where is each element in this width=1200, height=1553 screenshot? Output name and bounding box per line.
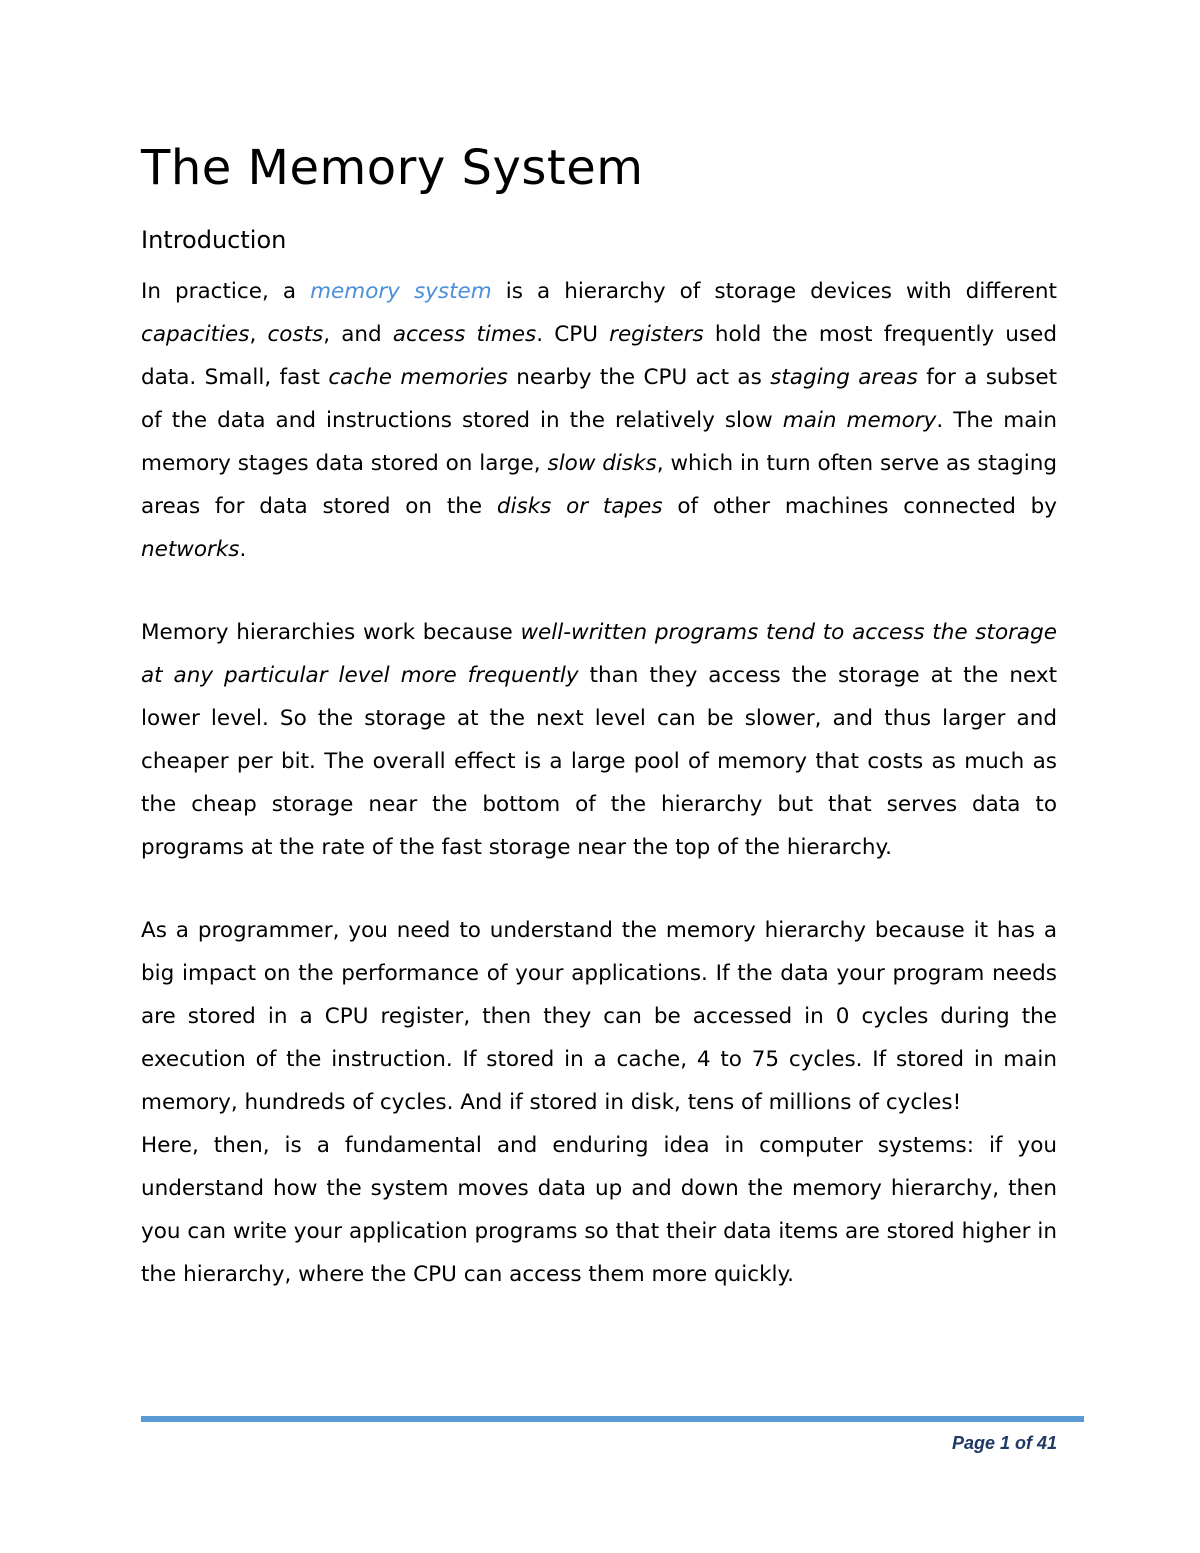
term-slow-disks: slow disks — [547, 451, 657, 476]
term-staging-areas: staging areas — [770, 365, 918, 390]
term-cache-memories: cache memories — [328, 365, 508, 390]
paragraph-1: In practice, a memory system is a hierarchy of storage devices with different capacities, costs, and access times. CPU registers hold the most frequently used data. Small, fast cache memories nearby the CPU act as staging areas for a subset of the data and instructions stored in the relatively slow main memory. The main memory stages data stored on large, slow disks, which in turn often serve as staging areas for data stored on the disks or tapes of other machines connected by networks. — [141, 279, 1058, 562]
term-main-memory: main memory — [782, 408, 937, 433]
term-registers: registers — [609, 322, 704, 347]
paragraph-3: As a programmer, you need to understand the memory hierarchy because it has a big impact on the performance of your applications. If the data your program needs are stored in a CPU register, then they can be accessed in 0 cycles during the execution of the instruction. If stored in a cache, 4 to 75 cycles. If stored in main memory, hundreds of cycles. And if stored in disk, tens of millions of cycles! — [141, 918, 1057, 1115]
term-costs: costs — [267, 322, 324, 347]
term-access-times: access times — [392, 322, 537, 347]
term-capacities: capacities — [141, 322, 250, 347]
section-heading: Introduction — [141, 226, 287, 254]
paragraph-2: Memory hierarchies work because well-written programs tend to access the storage at any particular level more frequently than they access the storage at the next lower level. So the storage at the next level can be slower, and thus larger and cheaper per bit. The overall effect is a large pool of memory that costs as much as the cheap storage near the bottom of the hierarchy but that serves data to programs at the rate of the fast storage near the top of the hierarchy. — [141, 620, 1057, 860]
body-text — [141, 270, 1057, 1296]
emphasis-locality: well-written programs tend to access the storage at any particular level more frequently — [141, 620, 1057, 688]
page-number: Page 1 of 41 — [951, 1433, 1057, 1453]
term-disks-or-tapes: disks or tapes — [496, 494, 663, 519]
footer-rule — [141, 1416, 1084, 1422]
page-title: The Memory System — [141, 140, 644, 196]
term-networks: networks — [141, 537, 240, 562]
memory-system-term: memory system — [310, 279, 492, 304]
paragraph-4: Here, then, is a fundamental and enduring idea in computer systems: if you understand how the system moves data up and down the memory hierarchy, then you can write your application programs so that their data items are stored higher in the hierarchy, where the CPU can access them more quickly. — [141, 1133, 1057, 1287]
